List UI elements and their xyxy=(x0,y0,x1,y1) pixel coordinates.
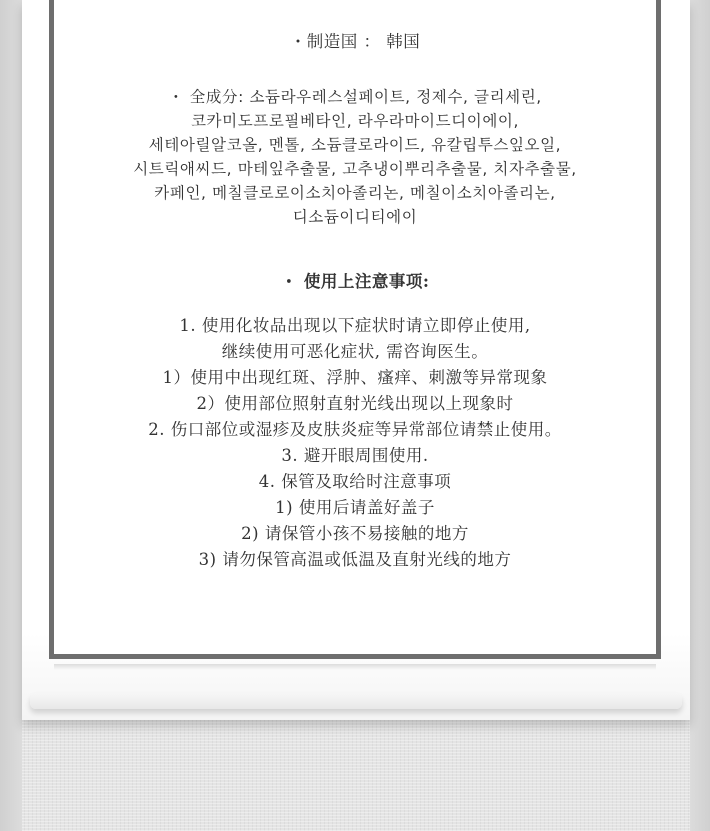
frame-shadow xyxy=(54,664,656,670)
ingredients-line-6: 디소듐이디티에이 xyxy=(292,208,418,226)
precaution-item-3: 3. 避开眼周围使用. xyxy=(281,446,429,465)
precaution-item-1-cont: 继续使用可恶化症状, 需咨询医生。 xyxy=(221,342,489,361)
precaution-subitem-4-1: 1) 使用后请盖好盖子 xyxy=(275,498,435,517)
card-bottom-band xyxy=(30,693,682,709)
precaution-item-1: 1. 使用化妆品出现以下症状时请立即停止使用, xyxy=(179,316,531,335)
precaution-subitem-4-3: 3) 请勿保管高温或低温及直射光线的地方 xyxy=(198,550,512,569)
precaution-subitem-4-2: 2) 请保管小孩不易接触的地方 xyxy=(241,524,469,543)
ingredients-line-2: 코카미도프로필베타인, 라우라마이드디이에이, xyxy=(190,112,520,130)
ingredients-line-4: 시트릭애씨드, 마테잎추출물, 고추냉이뿌리추출물, 치자추출물, xyxy=(133,160,577,178)
precautions-heading: ・ 使用上注意事项: xyxy=(280,272,430,291)
precaution-subitem-1-2: 2）使用部位照射直射光线出现以上现象时 xyxy=(196,394,514,413)
ingredients-line-3: 세테아릴알코올, 멘톨, 소듐클로라이드, 유칼립투스잎오일, xyxy=(148,136,562,154)
ingredients-line-5: 카페인, 메칠클로로이소치아졸리논, 메칠이소치아졸리논, xyxy=(154,184,556,202)
precaution-item-4: 4. 保管及取给时注意事项 xyxy=(258,472,452,491)
precaution-subitem-1-1: 1）使用中出现红斑、浮肿、瘙痒、刺激等异常现象 xyxy=(162,368,548,387)
origin-line: ・制造国 ： 韩国 xyxy=(289,32,421,51)
ingredients-line-1: ・ 全成分: 소듐라우레스설페이트, 정제수, 글리세린, xyxy=(168,88,542,106)
precaution-item-2: 2. 伤口部位或湿疹及皮肤炎症等异常部位请禁止使用。 xyxy=(148,420,562,439)
